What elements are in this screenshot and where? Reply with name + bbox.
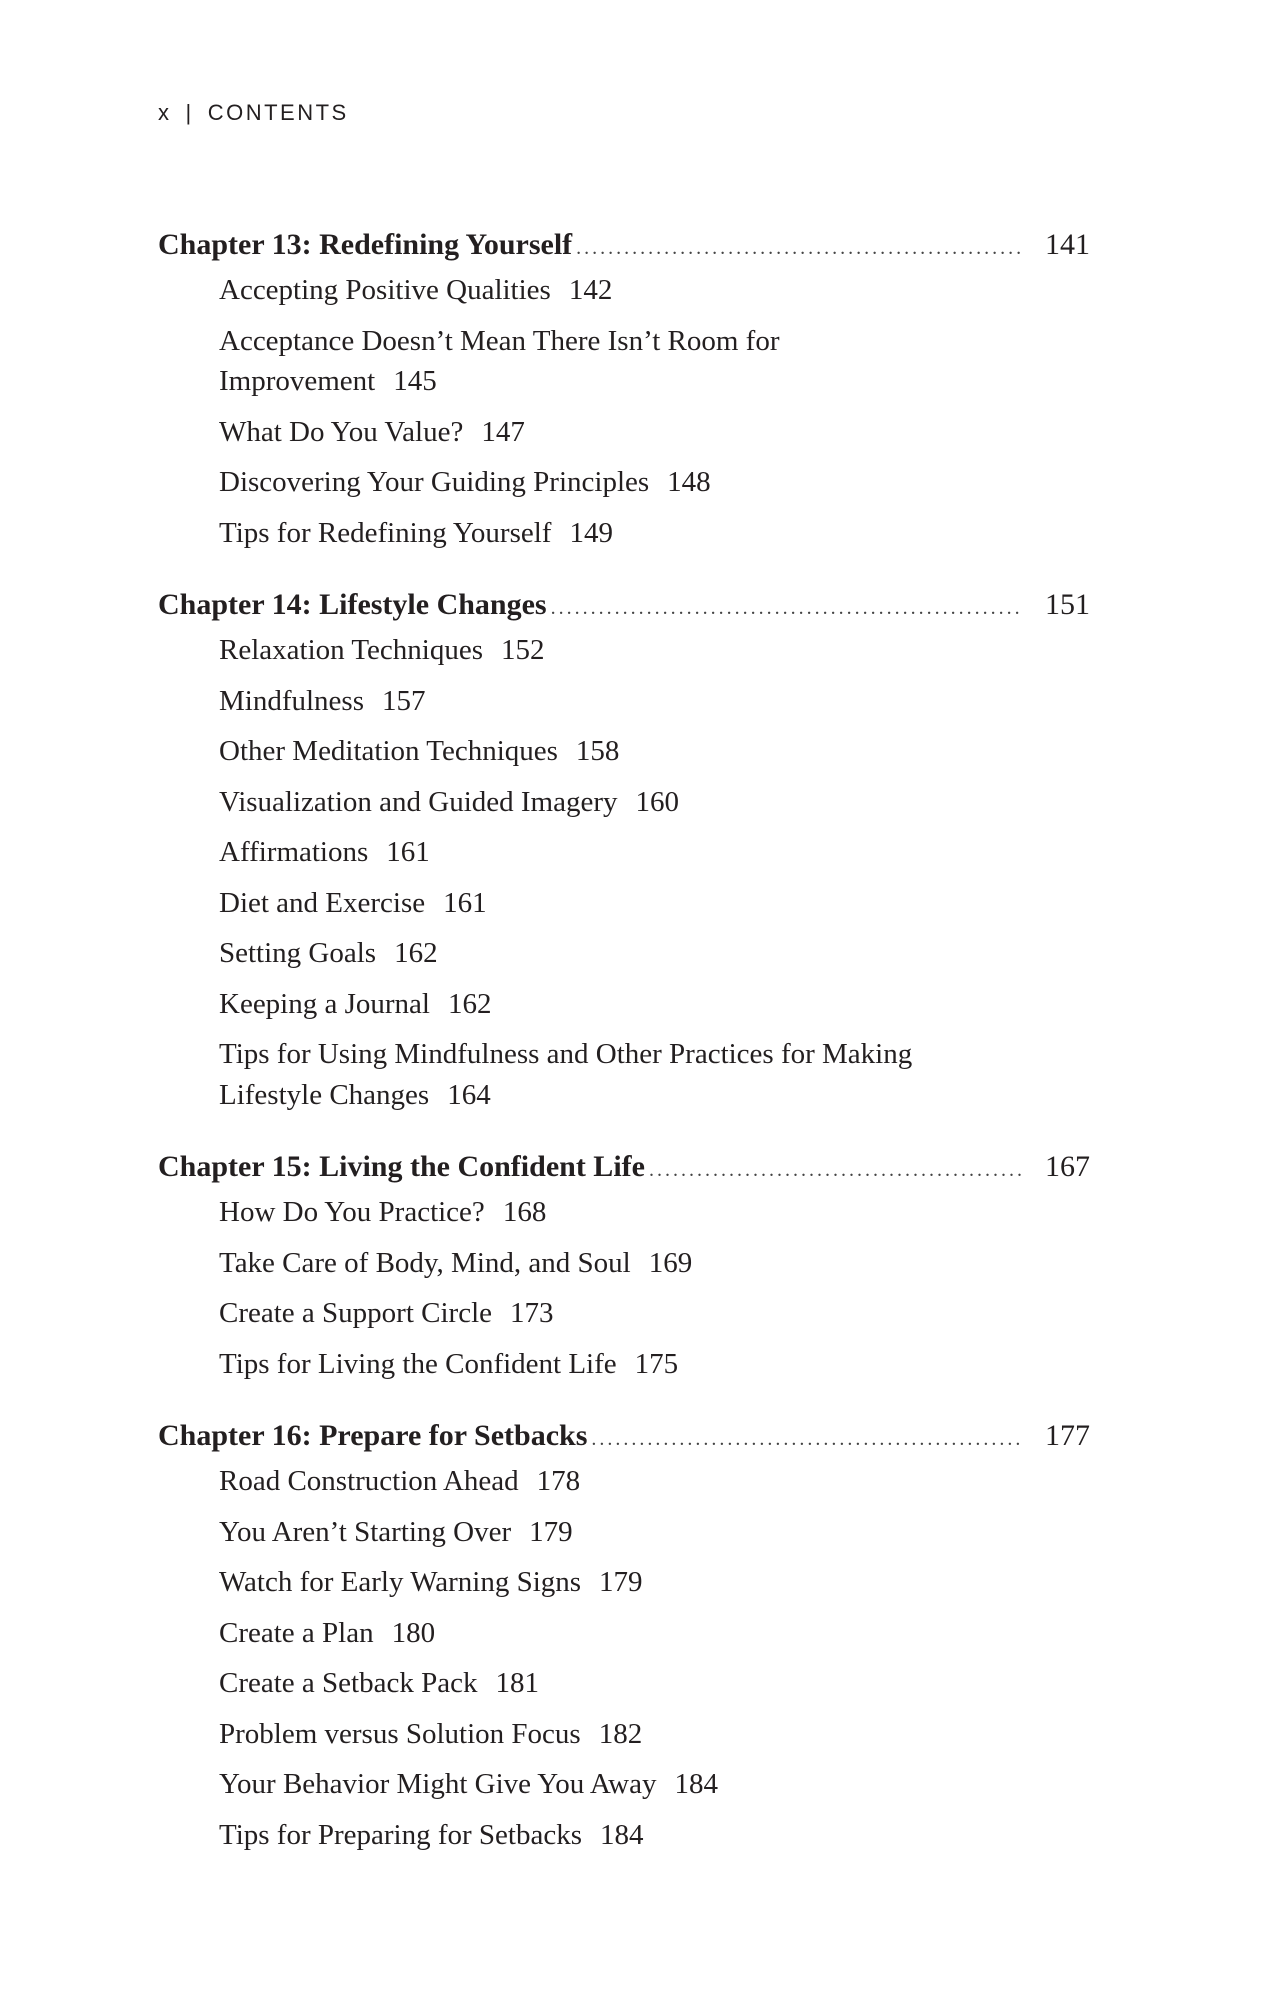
toc-entry (219, 1764, 999, 1805)
toc-entry (219, 782, 999, 823)
entry-page-number: 161 (386, 836, 430, 868)
toc-entry (219, 1293, 999, 1334)
toc-entry (219, 1243, 999, 1284)
entry-page-number: 152 (501, 634, 545, 666)
entry-page-number: 158 (575, 735, 620, 767)
table-of-contents (158, 220, 1090, 1882)
chapter-entries (158, 1192, 1090, 1384)
entry-title: Problem versus Solution Focus (219, 1717, 581, 1750)
chapter-page-number: 151 (1045, 588, 1090, 621)
entry-page-number: 169 (648, 1246, 693, 1279)
chapter-title: Chapter 14: Lifestyle Changes (158, 588, 547, 621)
entry-page-number: 178 (536, 1465, 581, 1497)
toc-entry (219, 681, 999, 722)
entry-page-number: 147 (481, 415, 525, 448)
entry-page-number: 184 (674, 1768, 718, 1800)
entry-title: Create a Setback Pack (219, 1667, 478, 1699)
entry-page-number: 162 (394, 937, 438, 969)
entry-title: What Do You Value? (219, 415, 464, 448)
entry-page-number: 179 (529, 1515, 573, 1548)
dot-leader (591, 1414, 1022, 1464)
entry-title: How Do You Practice? (219, 1196, 485, 1228)
chapter-title: Chapter 16: Prepare for Setbacks (158, 1419, 588, 1452)
entry-page-number: 164 (447, 1078, 491, 1111)
toc-entry (219, 462, 999, 503)
toc-entry (219, 1512, 999, 1553)
entry-page-number: 145 (393, 365, 437, 397)
section-title: CONTENTS (207, 100, 349, 125)
entry-title: Acceptance Doesn’t Mean There Isn’t Room for Improvement (219, 324, 780, 397)
entry-title: Other Meditation Techniques (219, 735, 558, 767)
toc-entry (219, 1815, 999, 1856)
entry-title: Accepting Positive Qualities (219, 274, 551, 306)
chapter-title: Chapter 13: Redefining Yourself (158, 228, 573, 261)
entry-title: Create a Plan (219, 1616, 374, 1649)
entry-page-number: 142 (568, 274, 613, 306)
running-head (158, 100, 349, 126)
toc-entry (219, 1562, 999, 1603)
toc-entry (219, 1034, 999, 1115)
entry-title: Visualization and Guided Imagery (219, 785, 618, 818)
toc-chapter (158, 1411, 1090, 1855)
entry-title: Keeping a Journal (219, 987, 430, 1020)
entry-page-number: 184 (600, 1818, 644, 1851)
chapter-title: Chapter 15: Living the Confident Life (158, 1150, 645, 1183)
entry-title: Affirmations (219, 836, 369, 868)
toc-entry (219, 832, 999, 873)
entry-page-number: 162 (448, 987, 492, 1020)
entry-title: Road Construction Ahead (219, 1465, 519, 1497)
entry-page-number: 161 (443, 886, 487, 919)
chapter-entries (158, 270, 1090, 553)
entry-title: Discovering Your Guiding Principles (219, 466, 650, 498)
toc-entry (219, 321, 999, 402)
chapter-heading (158, 220, 1090, 270)
toc-entry (219, 270, 999, 311)
chapter-heading (158, 580, 1090, 630)
chapter-page-number: 167 (1045, 1150, 1090, 1183)
entry-title: Mindfulness (219, 684, 364, 717)
entry-page-number: 179 (599, 1566, 643, 1598)
entry-title: Tips for Using Mindfulness and Other Practices for Making Lifestyle Changes (219, 1038, 913, 1111)
header-separator: | (185, 100, 194, 125)
toc-entry (219, 1714, 999, 1755)
entry-page-number: 181 (495, 1667, 539, 1699)
chapter-entries (158, 630, 1090, 1115)
entry-page-number: 149 (569, 516, 613, 549)
entry-title: Your Behavior Might Give You Away (219, 1768, 657, 1800)
chapter-page-number: 177 (1045, 1419, 1090, 1452)
entry-page-number: 182 (598, 1717, 643, 1750)
toc-entry (219, 513, 999, 554)
dot-leader (576, 223, 1022, 273)
entry-page-number: 148 (667, 466, 711, 498)
chapter-heading (158, 1411, 1090, 1461)
toc-entry (219, 984, 999, 1025)
entry-title: Tips for Redefining Yourself (219, 516, 552, 549)
entry-title: Take Care of Body, Mind, and Soul (219, 1246, 631, 1279)
entry-title: Relaxation Techniques (219, 634, 484, 666)
toc-entry (219, 630, 999, 671)
toc-entry (219, 1663, 999, 1704)
toc-entry (219, 883, 999, 924)
toc-entry (219, 1344, 999, 1385)
entry-page-number: 160 (635, 785, 679, 818)
toc-entry (219, 412, 999, 453)
toc-entry (219, 933, 999, 974)
toc-entry (219, 1613, 999, 1654)
toc-entry (219, 731, 999, 772)
entry-page-number: 157 (382, 684, 426, 717)
toc-entry (219, 1461, 999, 1502)
chapter-page-number: 141 (1045, 228, 1090, 261)
entry-page-number: 168 (502, 1196, 547, 1228)
page-number: x (158, 100, 172, 125)
entry-title: Tips for Living the Confident Life (219, 1347, 617, 1380)
toc-entry (219, 1192, 999, 1233)
dot-leader (551, 583, 1022, 633)
entry-page-number: 175 (634, 1347, 679, 1380)
entry-title: Setting Goals (219, 937, 377, 969)
chapter-heading (158, 1142, 1090, 1192)
toc-chapter (158, 580, 1090, 1115)
entry-title: Diet and Exercise (219, 886, 426, 919)
entry-title: Create a Support Circle (219, 1297, 492, 1329)
entry-page-number: 173 (510, 1297, 554, 1329)
entry-title: Tips for Preparing for Setbacks (219, 1818, 582, 1851)
entry-title: You Aren’t Starting Over (219, 1515, 512, 1548)
toc-chapter (158, 220, 1090, 553)
chapter-entries (158, 1461, 1090, 1855)
entry-page-number: 180 (391, 1616, 436, 1649)
dot-leader (649, 1145, 1022, 1195)
toc-chapter (158, 1142, 1090, 1384)
entry-title: Watch for Early Warning Signs (219, 1566, 582, 1598)
